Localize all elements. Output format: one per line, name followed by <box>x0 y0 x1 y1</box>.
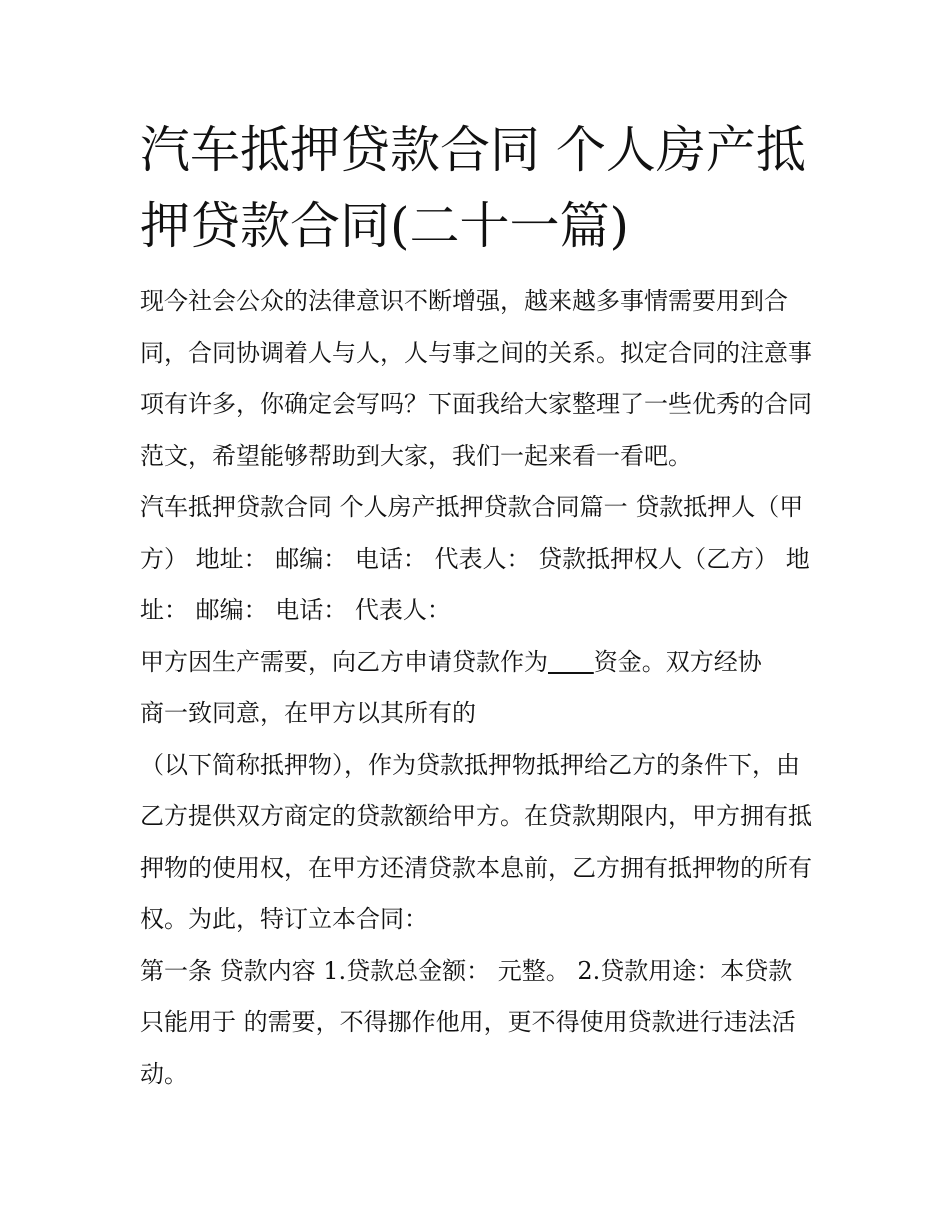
purpose-text-before: 甲方因生产需要，向乙方申请贷款作为 <box>140 647 548 676</box>
collateral-paragraph: （以下简称抵押物），作为贷款抵押物抵押给乙方的条件下，由乙方提供双方商定的贷款额给甲方。在贷款期限内，甲方拥有抵押物的使用权，在甲方还清贷款本息前，乙方拥有抵押物的所有权。为此，特订立本合同： <box>140 750 812 933</box>
purpose-paragraph <box>140 637 816 689</box>
document-body <box>140 276 816 1100</box>
blank-field <box>548 648 594 676</box>
purpose-text-after: 资金。双方经协 <box>593 647 762 676</box>
intro-paragraph: 现今社会公众的法律意识不断增强，越来越多事情需要用到合同，合同协调着人与人，人与事之间的关系。拟定合同的注意事项有许多，你确定会写吗？下面我给大家整理了一些优秀的合同范文，希望能够帮助到大家，我们一起来看一看吧。 <box>140 287 812 470</box>
parties-paragraph: 汽车抵押贷款合同 个人房产抵押贷款合同篇一 贷款抵押人（甲方） 地址： 邮编： 电话： 代表人： 贷款抵押权人（乙方） 地址： 邮编： 电话： 代表人： <box>140 493 810 624</box>
article-one-paragraph: 第一条 贷款内容 1.贷款总金额： 元整。 2.贷款用途：本贷款只能用于 的需要，不得挪作他用，更不得使用贷款进行违法活动。 <box>140 956 796 1088</box>
agreement-paragraph: 商一致同意，在甲方以其所有的 <box>140 699 476 727</box>
document-title: 汽车抵押贷款合同 个人房产抵押贷款合同(二十一篇) <box>140 121 806 255</box>
